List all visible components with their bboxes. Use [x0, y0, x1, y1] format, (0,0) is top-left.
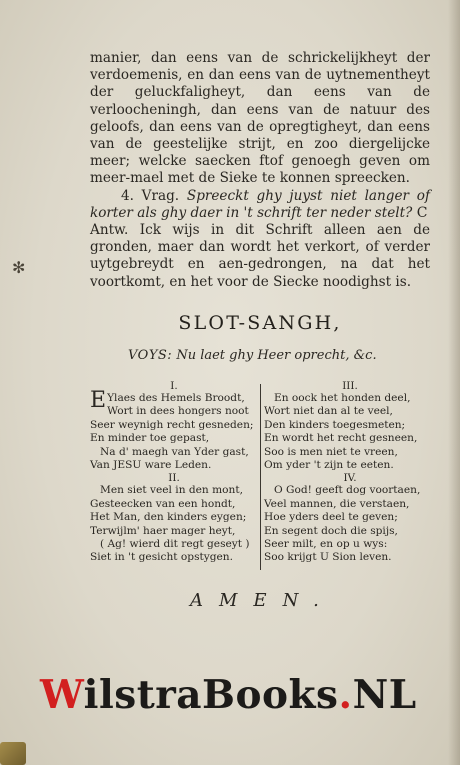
verse-line: Gesteecken van een hondt,: [90, 497, 236, 510]
verse-numeral: III.: [342, 380, 358, 392]
question-label: 4. Vrag.: [120, 187, 180, 204]
watermark-end: NL: [352, 672, 417, 718]
verse-numeral: II.: [168, 472, 180, 485]
verse-line: Terwijlm' haer mager heyt,: [90, 524, 236, 537]
verse-line: Hoe yders deel te geven;: [264, 511, 398, 524]
verse-line: Het Man, den kinders eygen;: [90, 511, 247, 524]
song-title: SLOT-SANGH,: [178, 312, 342, 334]
verse-line: ( Ag! wierd dit regt geseyt ): [100, 538, 250, 551]
verse-line: Wort niet dan al te veel,: [264, 405, 393, 418]
verse-line: Soo is men niet te vreen,: [264, 445, 398, 458]
verse-numeral: I.: [170, 380, 178, 392]
verse-line: O God! geeft dog voortaen,: [274, 484, 421, 497]
question-text: Spreeckt ghy juyst niet langer of korter als ghy daer in 't schrift ter neder stelt?: [90, 187, 430, 221]
verse-line: Van JESU ware Leden.: [90, 459, 212, 472]
verse-line: En oock het honden deel,: [274, 392, 411, 404]
verse-line: Siet in 't gesicht opstygen.: [90, 551, 233, 564]
watermark-logo: [40, 672, 440, 718]
question-glyph: C: [416, 204, 428, 221]
verse-line: Men siet veel in den mont,: [100, 484, 243, 497]
drop-cap: E: [90, 388, 107, 413]
prose-paragraph-1: manier, dan eens van de schrickelijkheyt der verdoemenis, en dan eens van de uytnementheyt der geluckfaligheyt, dan eens van de verloocheningh, dan eens van de natuur des geloofs, dan eens van de opregtigheyt, dan eens van de geestelijke strijt, en zoo diergelijcke meer; welcke saecken ftof genoegh geven om meer-mael met de Sieke te konnen spreecken.: [90, 50, 430, 187]
melody-line: [128, 348, 428, 363]
verse-line: En minder toe gepast,: [90, 432, 210, 445]
melody-text: Nu laet ghy Heer oprecht, &c.: [176, 348, 377, 363]
verse-line: Soo krijgt U Sion leven.: [264, 551, 392, 564]
question-4: [90, 188, 430, 222]
verse-line: En segent doch die spijs,: [264, 524, 398, 537]
verse-line: Veel mannen, die verstaen,: [264, 497, 410, 510]
melody-label: VOYS:: [128, 348, 173, 363]
verse-line: Seer milt, en op u wys:: [264, 538, 388, 551]
prose-block: [90, 50, 430, 291]
verses-left-column: [90, 380, 258, 565]
verses-right-column: [264, 380, 436, 565]
page-edge-shadow: [448, 0, 460, 765]
binding-clip: [0, 742, 26, 765]
verse-line: Den kinders toegesmeten;: [264, 418, 406, 431]
verse-line: E Ylaes des Hemels Broodt,: [90, 388, 245, 413]
verse-numeral: IV.: [343, 472, 357, 485]
verse-line: En wordt het recht gesneen,: [264, 432, 418, 445]
column-divider: [260, 384, 261, 570]
verses-block: [90, 380, 435, 580]
watermark-first-letter: W: [40, 672, 84, 718]
verse-line: Na d' maegh van Yder gast,: [100, 445, 249, 458]
verse-line: Wort in dees hongers noot: [107, 405, 249, 418]
verse-line: Seer weynigh recht gesneden;: [90, 418, 254, 431]
verse-line: Om yder 't zijn te eeten.: [264, 459, 394, 472]
answer-paragraph: Antw. Ick wijs in dit Schrift alleen aen de gronden, maer dan wordt het verkort, of verder uytgebreydt en aen-gedrongen, na dat het voortkomt, en het voor de Siecke noodighst is.: [90, 222, 430, 290]
ink-stain-mark: ✻: [12, 258, 26, 277]
amen-closing: AMEN.: [190, 590, 335, 611]
watermark-dot: .: [338, 672, 353, 718]
watermark-middle: ilstraBooks: [83, 672, 339, 718]
